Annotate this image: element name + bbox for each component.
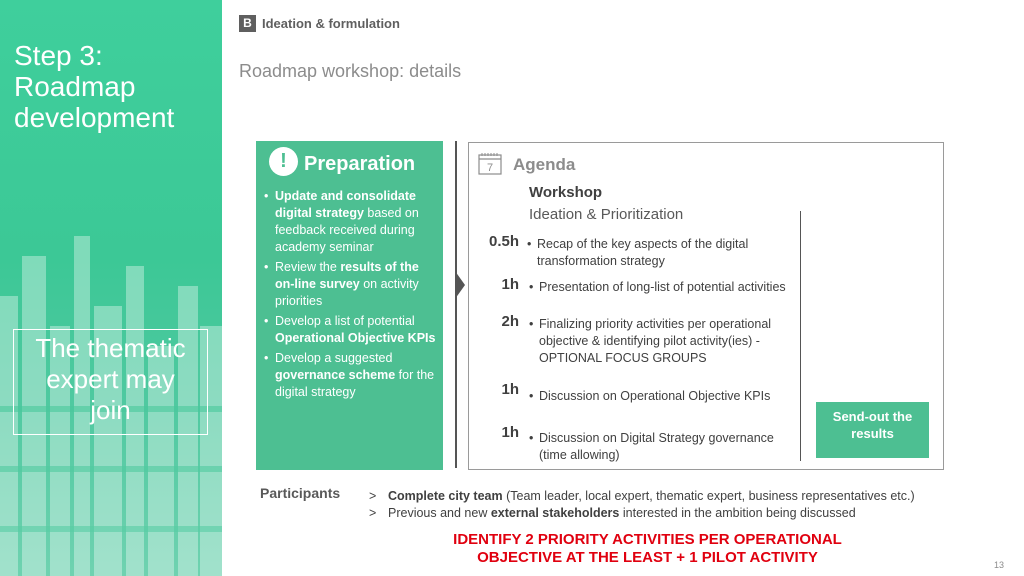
- agenda-duration: 2h: [501, 313, 519, 330]
- agenda-duration: 0.5h: [488, 233, 519, 250]
- preparation-panel: [256, 141, 443, 470]
- preparation-item-bold: governance scheme: [275, 368, 396, 382]
- participants-label: Participants: [260, 485, 341, 501]
- preparation-item-text: on activity priorities: [275, 277, 419, 308]
- participant-item: [369, 488, 915, 505]
- agenda-text: • Presentation of long-list of potential activities: [529, 279, 789, 296]
- agenda-duration: 1h: [501, 424, 519, 441]
- calendar-day: 7: [486, 162, 494, 174]
- agenda-duration: 1h: [501, 381, 519, 398]
- participant-bold: external stakeholders: [490, 506, 620, 520]
- page-number: 13: [993, 560, 1004, 570]
- agenda-duration: 1h: [501, 276, 519, 293]
- agenda-text: • Recap of the key aspects of the digital transformation strategy: [527, 236, 787, 270]
- expert-note-box: The thematic expert may join: [13, 329, 208, 435]
- participant-text: interested in the ambition being discussed: [619, 506, 856, 520]
- preparation-item-text: Review the: [275, 260, 341, 274]
- preparation-item-text: Develop a suggested: [275, 351, 393, 365]
- agenda-title: Agenda: [513, 155, 576, 174]
- workshop-subtitle: Ideation & Prioritization: [529, 206, 684, 223]
- preparation-item-bold: results of the on-line survey: [275, 260, 419, 291]
- agenda-divider: [800, 211, 801, 461]
- participant-text: Previous and new: [388, 506, 491, 520]
- arrow-right-icon: [455, 271, 465, 299]
- preparation-item: [264, 188, 439, 256]
- agenda-text: • Discussion on Operational Objective KPIs: [529, 388, 789, 405]
- preparation-item-text: Develop a list of potential: [275, 314, 415, 328]
- preparation-title: Preparation: [304, 153, 416, 175]
- participants-list: [369, 488, 915, 522]
- agenda-text: • Discussion on Digital Strategy governance (time allowing): [529, 430, 789, 464]
- participant-bold: Complete city team: [388, 489, 503, 503]
- section-letter-badge: B: [239, 15, 256, 32]
- panel-divider: [455, 141, 457, 468]
- calendar-icon: [478, 151, 502, 175]
- sidebar: [0, 0, 222, 576]
- preparation-item: [264, 259, 439, 310]
- call-to-action: IDENTIFY 2 PRIORITY ACTIVITIES PER OPERATIONAL OBJECTIVE AT THE LEAST + 1 PILOT ACTIVITY: [453, 531, 842, 566]
- agenda-text: • Finalizing priority activities per operational objective & identifying pilot activity(ies) - OPTIONAL FOCUS GROUPS: [529, 316, 789, 367]
- preparation-item-bold: Operational Objective KPIs: [275, 331, 436, 345]
- section-tag: [239, 15, 400, 32]
- workshop-title: Workshop: [529, 184, 603, 201]
- preparation-item-text: based on feedback received during academy seminar: [275, 206, 419, 254]
- exclamation-icon: !: [269, 147, 298, 176]
- preparation-list: [264, 188, 439, 404]
- slide-title: Step 3: Roadmap development: [14, 40, 175, 133]
- participant-item: [369, 505, 915, 522]
- preparation-item-text: for the digital strategy: [275, 368, 435, 399]
- preparation-item: [264, 313, 439, 347]
- participant-text: (Team leader, local expert, thematic expert, business representatives etc.): [502, 489, 915, 503]
- section-label: Ideation & formulation: [262, 16, 400, 31]
- send-out-results-box: Send-out the results: [816, 402, 929, 458]
- slide-subtitle: Roadmap workshop: details: [239, 61, 462, 81]
- preparation-item-bold: Update and consolidate digital strategy: [275, 189, 416, 220]
- preparation-item: [264, 350, 439, 401]
